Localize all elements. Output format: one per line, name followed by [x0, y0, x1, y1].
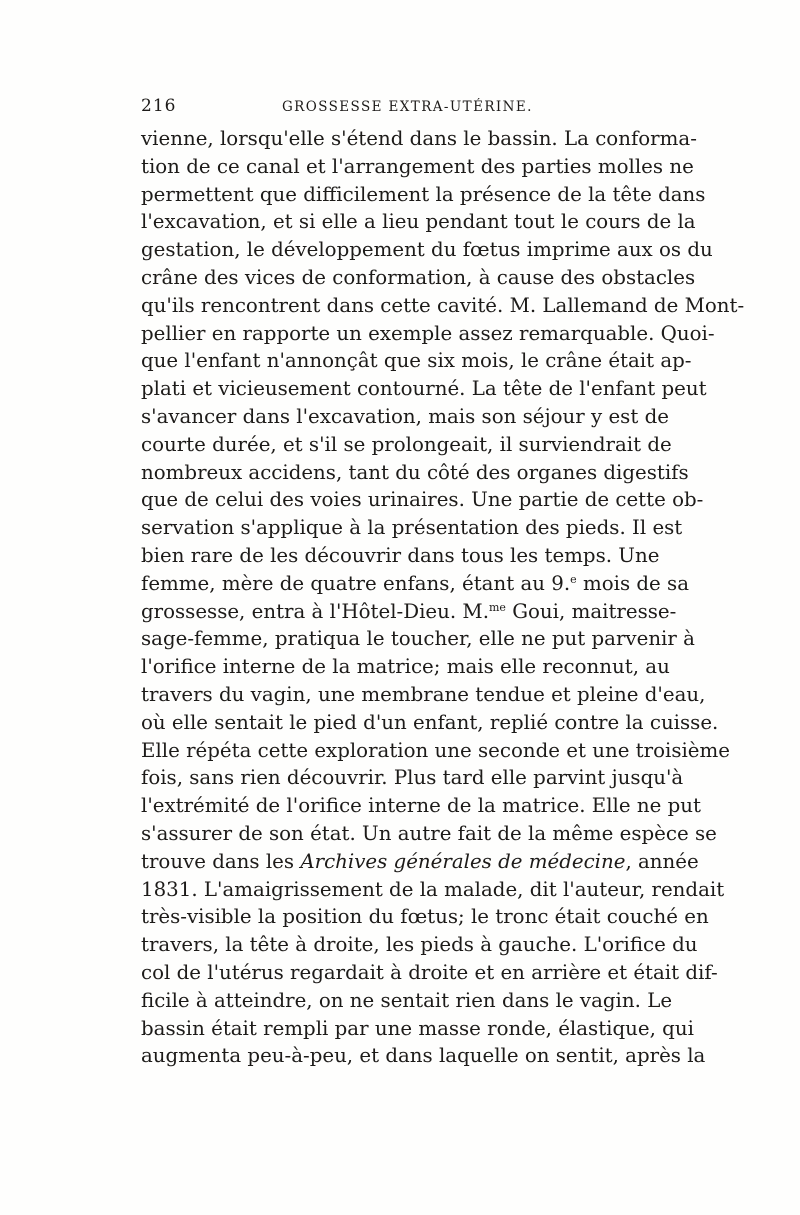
text-line: l'orifice interne de la matrice; mais elle reconnut, au — [141, 655, 670, 679]
text-line: travers du vagin, une membrane tendue et pleine d'eau, — [141, 682, 706, 706]
text-line: bien rare de les découvrir dans tous les temps. Une — [141, 543, 660, 567]
text-line: travers, la tête à droite, les pieds à gauche. L'orifice du — [141, 933, 698, 957]
text-line: col de l'utérus regardait à droite et en arrière et était dif- — [141, 960, 718, 984]
text-line: que de celui des voies urinaires. Une partie de cette ob- — [141, 488, 704, 512]
superscript: me — [488, 600, 506, 614]
text-line: qu'ils rencontrent dans cette cavité. M. Lallemand de Mont- — [141, 293, 745, 317]
superscript: e — [570, 572, 577, 586]
text-line: plati et vicieusement contourné. La tête de l'enfant peut — [141, 377, 707, 401]
text-line: courte durée, et s'il se prolongeait, il surviendrait de — [141, 432, 672, 456]
text-line — [141, 598, 677, 626]
body-text — [141, 125, 745, 1070]
text-line: s'avancer dans l'excavation, mais son séjour y est de — [141, 404, 669, 428]
text-line — [141, 570, 689, 598]
text-line: gestation, le développement du fœtus imprime aux os du — [141, 238, 713, 262]
text-line — [141, 848, 699, 876]
running-head: GROSSESSE EXTRA-UTÉRINE. — [282, 99, 533, 115]
text-segment: Goui, maitresse- — [505, 599, 677, 623]
text-line: vienne, lorsqu'elle s'étend dans le bassin. La conforma- — [141, 127, 697, 150]
text-line: l'extrémité de l'orifice interne de la matrice. Elle ne put — [141, 794, 701, 818]
text-line: tion de ce canal et l'arrangement des parties molles ne — [141, 154, 694, 178]
text-line: bassin était rempli par une masse ronde, élastique, qui — [141, 1016, 694, 1040]
text-line: crâne des vices de conformation, à cause des obstacles — [141, 265, 696, 289]
text-line: augmenta peu-à-peu, et dans laquelle on sentit, après la — [141, 1044, 706, 1068]
text-segment: femme, mère de quatre enfans, étant au 9. — [141, 571, 571, 595]
text-line: permettent que difficilement la présence de la tête dans — [141, 182, 706, 206]
text-segment: trouve dans les — [141, 849, 301, 873]
text-line: que l'enfant n'annonçât que six mois, le crâne était ap- — [141, 349, 692, 373]
text-line: l'excavation, et si elle a lieu pendant tout le cours de la — [141, 210, 696, 234]
text-line: ficile à atteindre, on ne sentait rien dans le vagin. Le — [141, 988, 673, 1012]
text-segment: grossesse, entra à l'Hôtel-Dieu. M. — [141, 599, 489, 623]
text-segment: mois de sa — [576, 571, 689, 595]
text-line: où elle sentait le pied d'un enfant, replié contre la cuisse. — [141, 710, 719, 734]
text-line: servation s'applique à la présentation des pieds. Il est — [141, 516, 683, 540]
text-segment: , année — [625, 849, 699, 873]
page-number: 216 — [141, 96, 177, 116]
text-line: sage-femme, pratiqua le toucher, elle ne put parvenir à — [141, 627, 695, 651]
page-header — [141, 96, 553, 118]
text-line: pellier en rapporte un exemple assez remarquable. Quoi- — [141, 321, 715, 345]
text-line: Elle répéta cette exploration une seconde et une troisième — [141, 738, 730, 762]
text-line: 1831. L'amaigrissement de la malade, dit l'auteur, rendait — [141, 877, 725, 901]
text-line: s'assurer de son état. Un autre fait de la même espèce se — [141, 821, 717, 845]
journal-title: Archives générales de médecine — [300, 849, 626, 873]
text-line: nombreux accidens, tant du côté des organes digestifs — [141, 460, 689, 484]
text-line: très-visible la position du fœtus; le tronc était couché en — [141, 905, 709, 929]
text-line: fois, sans rien découvrir. Plus tard elle parvint jusqu'à — [141, 766, 684, 790]
